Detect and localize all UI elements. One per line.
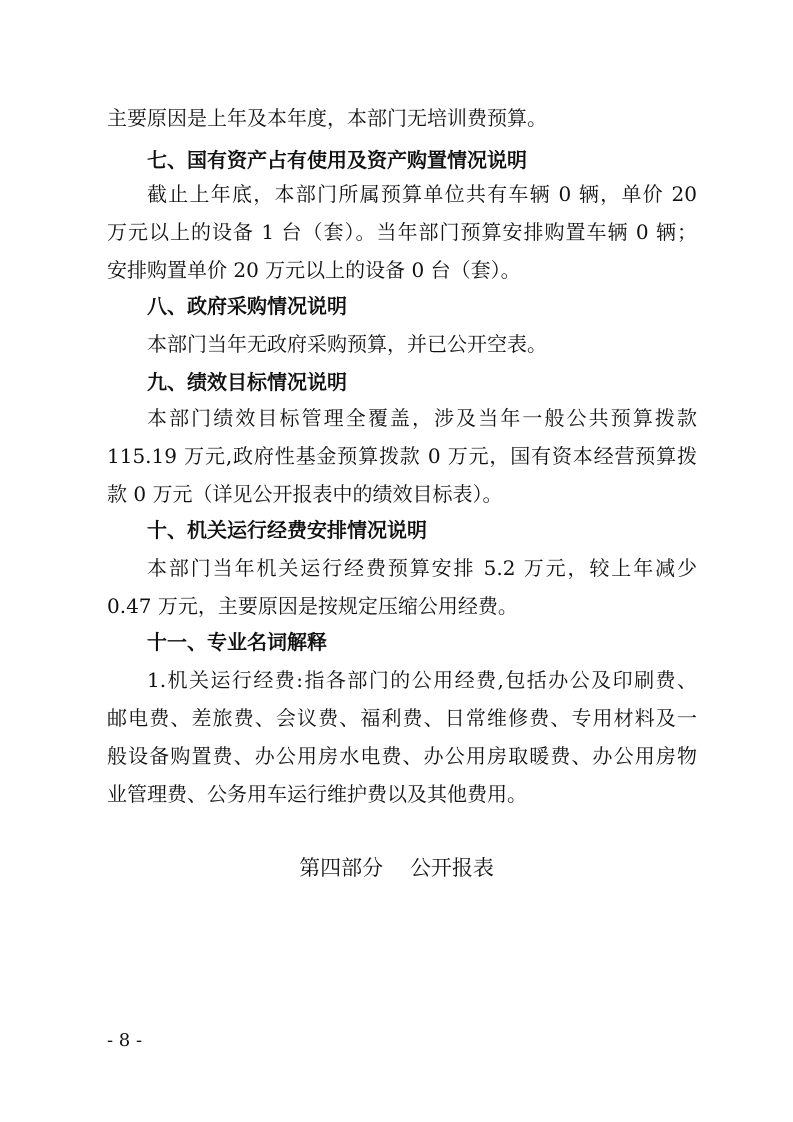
paragraph-line: 般设备购置费、办公用房水电费、办公用房取暖费、办公用房物 — [107, 744, 697, 768]
paragraph-line: 本部门当年无政府采购预算，并已公开空表。 — [147, 332, 547, 356]
section-heading-10: 十、机关运行经费安排情况说明 — [147, 518, 427, 542]
paragraph-line: 邮电费、差旅费、会议费、福利费、日常维修费、专用材料及一 — [107, 706, 697, 730]
paragraph-line: 业管理费、公务用车运行维护费以及其他费用。 — [107, 782, 527, 806]
paragraph-line: 本部门绩效目标管理全覆盖，涉及当年一般公共预算拨款 — [147, 406, 697, 430]
section-heading-9: 九、绩效目标情况说明 — [147, 370, 347, 394]
section-heading-11: 十一、专业名词解释 — [147, 630, 327, 654]
paragraph-line: 0.47 万元，主要原因是按规定压缩公用经费。 — [107, 594, 518, 618]
paragraph-line: 万元以上的设备 1 台（套）。当年部门预算安排购置车辆 0 辆； — [107, 220, 697, 244]
paragraph-line: 115.19 万元,政府性基金预算拨款 0 万元，国有资本经营预算拨 — [107, 444, 697, 468]
paragraph-line: 截止上年底，本部门所属预算单位共有车辆 0 辆，单价 20 — [147, 182, 697, 206]
paragraph-line: 1.机关运行经费:指各部门的公用经费,包括办公及印刷费、 — [147, 668, 697, 692]
paragraph-line: 本部门当年机关运行经费预算安排 5.2 万元，较上年减少 — [147, 556, 697, 580]
section-heading-8: 八、政府采购情况说明 — [147, 294, 347, 318]
paragraph-line: 安排购置单价 20 万元以上的设备 0 台（套）。 — [107, 258, 521, 282]
paragraph-line: 款 0 万元（详见公开报表中的绩效目标表）。 — [107, 482, 503, 506]
paragraph-line: 主要原因是上年及本年度，本部门无培训费预算。 — [107, 106, 547, 130]
section-heading-7: 七、国有资产占有使用及资产购置情况说明 — [147, 148, 527, 172]
page-number: - 8 - — [107, 1030, 143, 1051]
part-title: 第四部分 公开报表 — [299, 856, 494, 880]
